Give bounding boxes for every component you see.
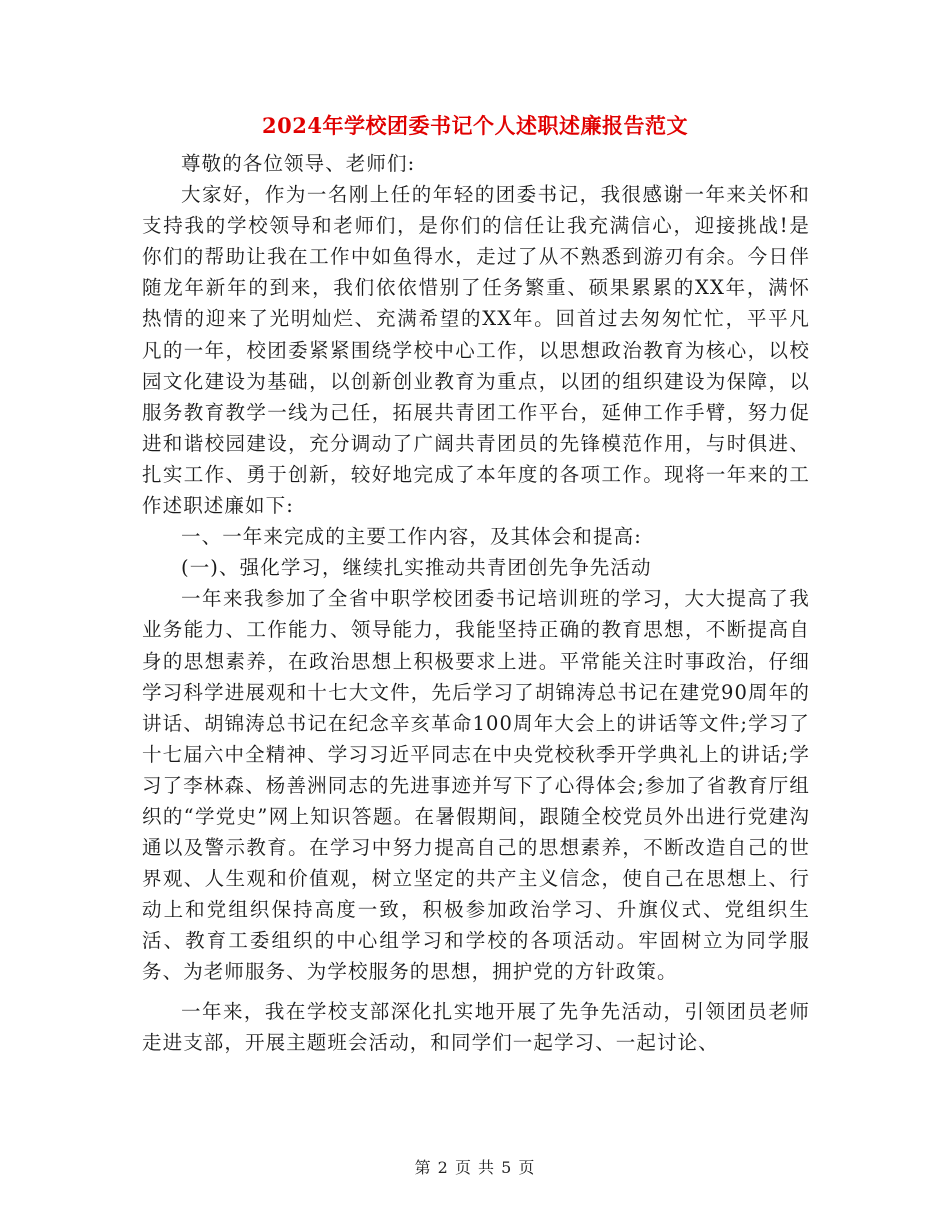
paragraph-intro: 大家好，作为一名刚上任的年轻的团委书记，我很感谢一年来关怀和支持我的学校领导和老师们，是你们的信任让我充满信心，迎接挑战!是你们的帮助让我在工作中如鱼得水，走过了从不熟悉到游刃有余。今日伴随龙年新年的到来，我们依依惜别了任务繁重、硕果累累的XX年，满怀热情的迎来了光明灿烂、充满希望的XX年。回首过去匆匆忙忙，平平凡凡的一年，校团委紧紧围绕学校中心工作，以思想政治教育为核心，以校园文化建设为基础，以创新创业教育为重点，以团的组织建设为保障，以服务教育教学一线为己任，拓展共青团工作平台，延伸工作手臂，努力促进和谐校园建设，充分调动了广阔共青团员的先锋模范作用，与时俱进、扎实工作、勇于创新，较好地完成了本年度的各项工作。现将一年来的工作述职述廉如下: bbox=[142, 183, 810, 518]
document-body bbox=[142, 148, 810, 1058]
paragraph-salutation: 尊敬的各位领导、老师们: bbox=[181, 152, 416, 175]
paragraph-activities: 一年来，我在学校支部深化扎实地开展了先争先活动，引领团员老师走进支部，开展主题班会活动，和同学们一起学习、一起讨论、 bbox=[142, 999, 810, 1054]
paragraph-section-heading: 一、一年来完成的主要工作内容，及其体会和提高: bbox=[181, 525, 642, 549]
page-footer: 第 2 页 共 5 页 bbox=[414, 1158, 536, 1177]
paragraph-study: 一年来我参加了全省中职学校团委书记培训班的学习，大大提高了我业务能力、工作能力、领导能力，我能坚持正确的教育思想，不断提高自身的思想素养，在政治思想上积极要求上进。平常能关注时事政治，仔细学习科学进展观和十七大文件，先后学习了胡锦涛总书记在建党90周年的讲话、胡锦涛总书记在纪念辛亥革命100周年大会上的讲话等文件;学习了十七届六中全精神、学习习近平同志在中央党校秋季开学典礼上的讲话;学习了李林森、杨善洲同志的先进事迹并写下了心得体会;参加了省教育厅组织的“学党史”网上知识答题。在暑假期间，跟随全校党员外出进行党建沟通以及警示教育。在学习中努力提高自己的思想素养，不断改造自己的世界观、人生观和价值观，树立坚定的共产主义信念，使自己在思想上、行动上和党组织保持高度一致，积极参加政治学习、升旗仪式、党组织生活、教育工委组织的中心组学习和学校的各项活动。牢固树立为同学服务、为老师服务、为学校服务的思想，拥护党的方针政策。 bbox=[142, 587, 810, 984]
paragraph-subsection-heading: (一)、强化学习，继续扎实推动共青团创先争先活动 bbox=[181, 556, 652, 580]
document-title: 2024年学校团委书记个人述职述廉报告范文 bbox=[262, 113, 688, 138]
